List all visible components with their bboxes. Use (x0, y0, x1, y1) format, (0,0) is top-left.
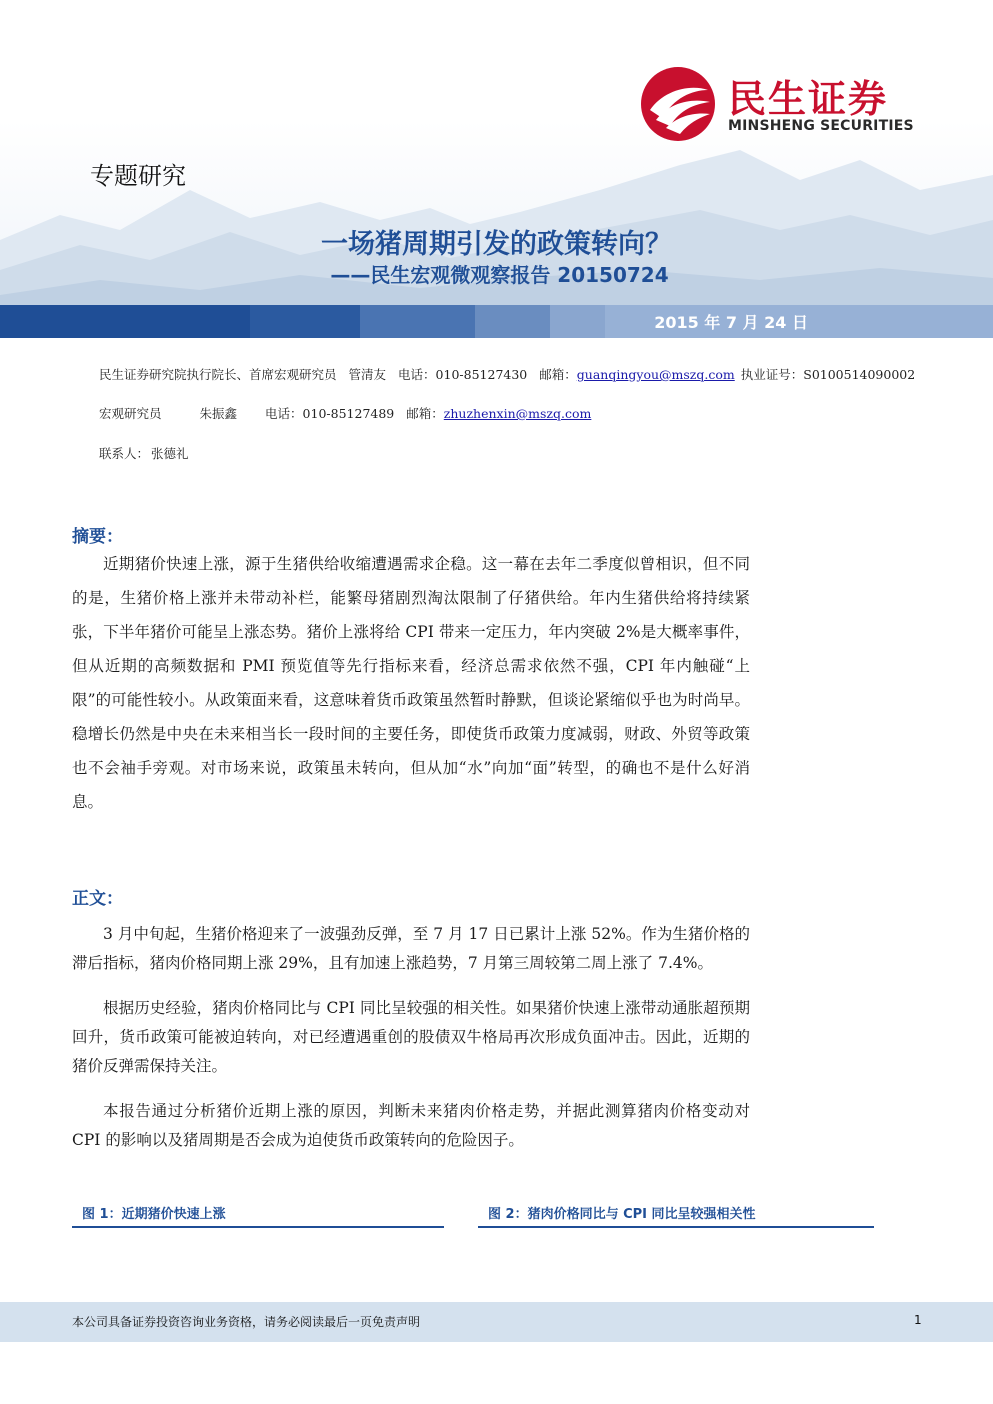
figure-2-caption: 图 2：猪肉价格同比与 CPI 同比呈较强相关性 (478, 1203, 874, 1228)
phone-label: 电话： (265, 406, 303, 421)
report-date: 2015 年 7 月 24 日 (654, 313, 808, 332)
email-label: 邮箱： (406, 406, 444, 421)
author-line-1 (99, 365, 927, 383)
author-phone: 010-85127430 (435, 367, 528, 382)
author-phone: 010-85127489 (302, 406, 395, 421)
page-number: 1 (914, 1313, 922, 1327)
brand-logo (640, 64, 920, 144)
abstract-paragraph: 近期猪价快速上涨，源于生猪供给收缩遭遇需求企稳。这一幕在去年二季度似曾相识，但不同的是，生猪价格上涨并未带动补栏，能繁母猪剧烈淘汰限制了仔猪供给。年内生猪供给将持续紧张，下半年猪价可能呈上涨态势。猪价上涨将给 CPI 带来一定压力，年内突破 2%是大概率事件，但从近期的高频数据和 PMI 预览值等先行指标来看，经济总需求依然不强，CPI 年内触碰“上限”的可能性较小。从政策面来看，这意味着货币政策虽然暂时静默，但谈论紧缩似乎也为时尚早。稳增长仍然是中央在未来相当长一段时间的主要任务，即使货币政策力度减弱，财政、外贸等政策也不会袖手旁观。对市场来说，政策虽未转向，但从加“水”向加“面”转型，的确也不是什么好消息。 (72, 555, 750, 811)
author-email-link[interactable]: zhuzhenxin@mszq.com (443, 406, 592, 421)
author-role: 宏观研究员 (99, 406, 162, 421)
footer-disclaimer: 本公司具备证券投资咨询业务资格，请务必阅读最后一页免责声明 (72, 1315, 421, 1329)
body-paragraph-3: 本报告通过分析猪价近期上涨的原因，判断未来猪肉价格走势，并据此测算猪肉价格变动对 CPI 的影响以及猪周期是否会成为迫使货币政策转向的危险因子。 (72, 1102, 750, 1149)
cert-label: 执业证号： (740, 367, 804, 382)
email-label: 邮箱： (539, 367, 577, 382)
author-role: 民生证券研究院执行院长、首席宏观研究员 (99, 367, 337, 382)
author-email-link[interactable]: guanqingyou@mszq.com (576, 367, 735, 382)
report-category: 专题研究 (90, 162, 186, 190)
body-text (72, 920, 750, 1155)
report-subtitle: ——民生宏观微观察报告 20150724 (330, 263, 669, 287)
date-bar (0, 305, 993, 338)
phone-label: 电话： (398, 367, 436, 382)
body-paragraph-2: 根据历史经验，猪肉价格同比与 CPI 同比呈较强的相关性。如果猪价快速上涨带动通胀超预期回升，货币政策可能被迫转向，对已经遭遇重创的股债双牛格局再次形成负面冲击。因此，近期的猪价反弹需保持关注。 (72, 999, 750, 1075)
body-heading: 正文： (72, 889, 123, 909)
report-title: 一场猪周期引发的政策转向？ (321, 229, 672, 260)
contact-label: 联系人： (99, 446, 150, 461)
minsheng-logo-icon (640, 66, 716, 142)
author-line-3 (99, 444, 201, 462)
abstract-text (72, 547, 750, 819)
brand-name-cn: 民生证券 (728, 77, 889, 121)
contact-name: 张德礼 (151, 446, 189, 461)
body-paragraph-1: 3 月中旬起，生猪价格迎来了一波强劲反弹，至 7 月 17 日已累计上涨 52%。作为生猪价格的滞后指标，猪肉价格同期上涨 29%，且有加速上涨趋势，7 月第三周较第二周上涨了 7.4%。 (72, 925, 750, 972)
brand-name-en: MINSHENG SECURITIES (728, 118, 914, 134)
author-name: 朱振鑫 (199, 406, 238, 421)
abstract-heading: 摘要： (72, 527, 123, 547)
author-cert: S0100514090002 (803, 367, 916, 382)
author-line-2 (99, 404, 591, 422)
figure-1-caption: 图 1：近期猪价快速上涨 (72, 1203, 444, 1228)
author-name: 管清友 (348, 367, 387, 382)
